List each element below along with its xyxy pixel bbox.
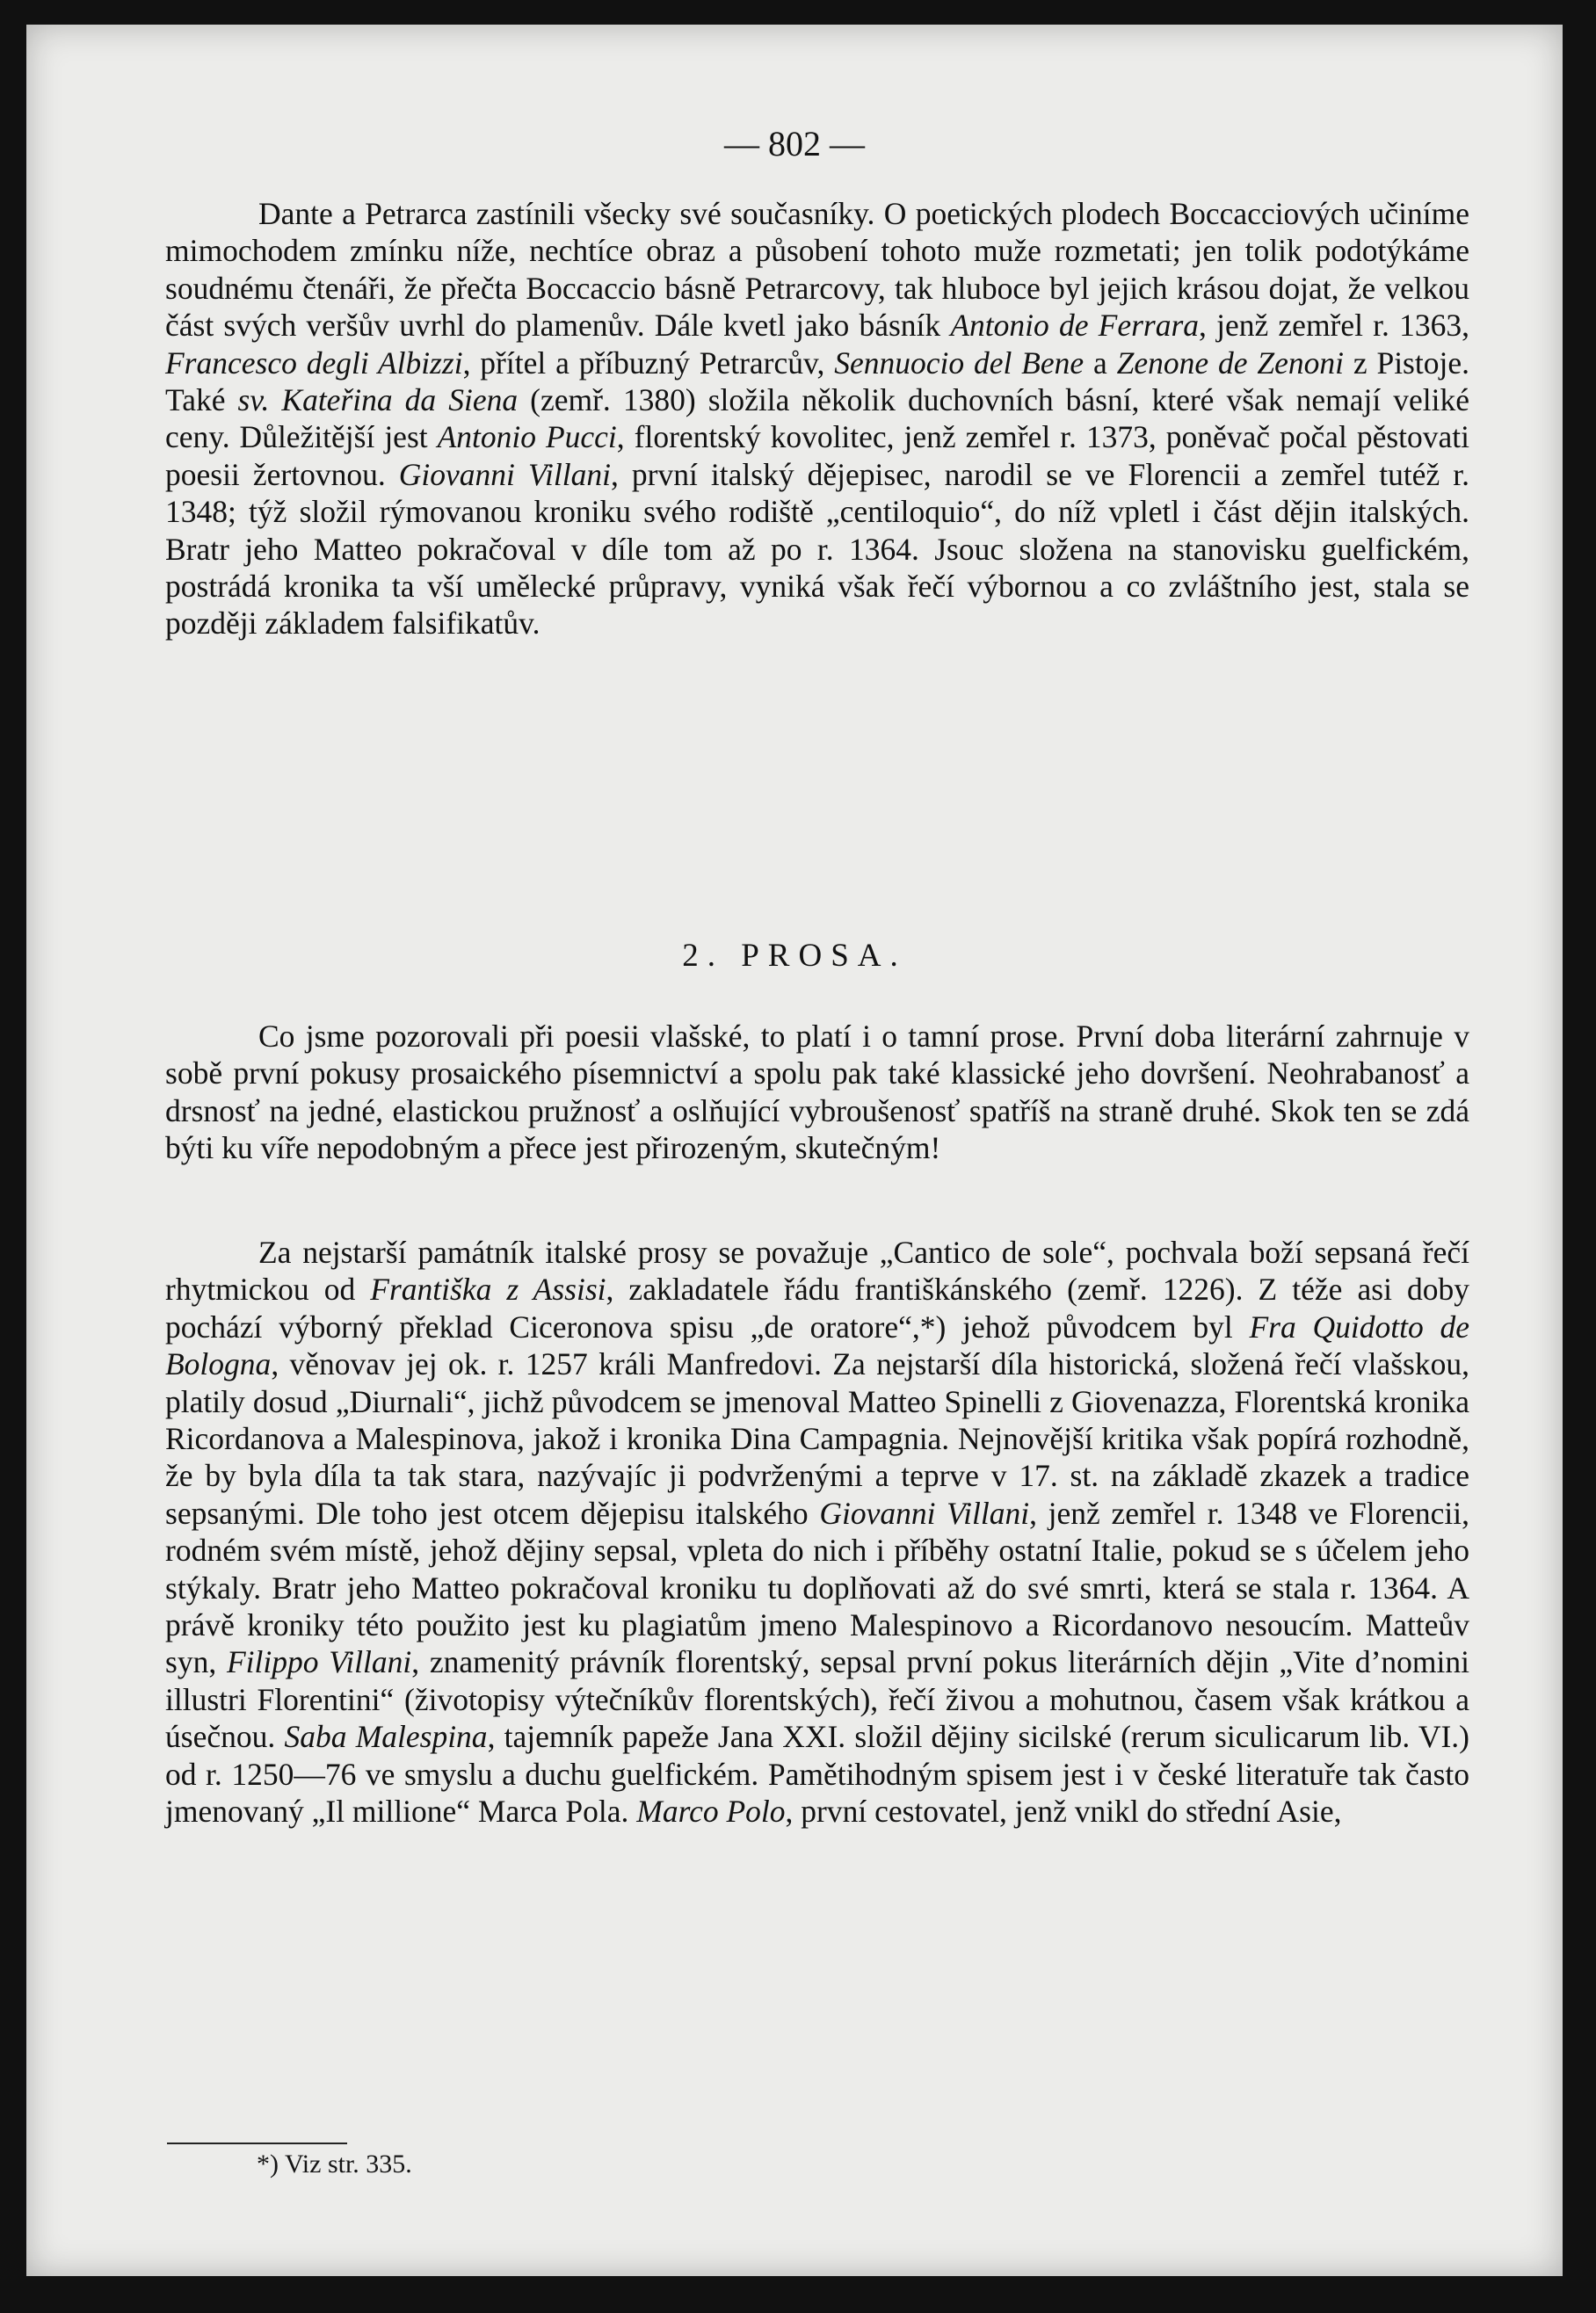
name-filippo-villani: Filippo Villani: [226, 1644, 412, 1680]
name-antonio-pucci: Antonio Pucci: [437, 419, 617, 455]
book-page: [26, 25, 1563, 2276]
name-francesco-degli-albizzi: Francesco degli Albizzi: [165, 344, 463, 381]
page-number: — 802 —: [724, 124, 865, 163]
section-heading: 2. PROSA.: [682, 938, 907, 974]
name-fra-quidotto: Fra Quidotto de Bologna: [165, 1309, 1470, 1382]
name-sennuocio-del-bene: Sennuocio del Bene: [834, 344, 1085, 381]
name-katerina-da-siena: sv. Kateřina da Siena: [237, 382, 519, 418]
name-giovanni-villani: Giovanni Villani: [398, 456, 611, 492]
name-frantisek-z-assisi: Františka z Assisi: [370, 1272, 606, 1308]
name-saba-malespina: Saba Malespina: [284, 1719, 488, 1755]
name-antonio-de-ferrara: Antonio de Ferrara: [950, 308, 1200, 344]
paragraph-poetry-contemporaries: Dante a Petrarca zastínili všecky své současníky. O poetických plodech Boccacciových učiníme mimochodem zmínku níže, nechtíce obraz a působení tohoto muže rozmetati; jen tolik podotýkáme soudnému čtenáři, že přečta Boccaccio básně Petrarcovy, tak hluboce byl jejich krásou dojat, že velkou část svých veršův uvrhl do plamenův. Dále kvetl jako básník Antonio de Ferrara, jenž zemřel r. 1363, Francesco degli Albizzi, přítel a příbuzný Petrarcův, Sennuocio del Bene a Zenone de Zenoni z Pistoje. Také sv. Kateřina da Siena (zemř. 1380) složila několik duchovních básní, které však nemají veliké ceny. Důležitější jest Antonio Pucci, florentský kovolitec, jenž zemřel r. 1373, poněvač počal pěstovati poesii žertovnou. Giovanni Villani, první italský dějepisec, narodil se ve Florencii a zemřel tutéž r. 1348; týž složil rýmovanou kroniku svého rodiště „centiloquio“, do níž vpletl i část dějin italských. Bratr jeho Matteo pokračoval v díle tom až po r. 1364. Jsouc složena na stanovisku guelfickém, postrádá kronika ta vší umělecké průpravy, vyniká však řečí výbornou a co zvláštního jest, stala se později základem falsifikatův.: [165, 196, 1470, 642]
name-zenone-de-zenoni: Zenone de Zenoni: [1116, 344, 1344, 381]
name-giovanni-villani-2: Giovanni Villani: [819, 1495, 1030, 1531]
paragraph-prose-intro: Co jsme pozorovali při poesii vlašské, to platí i o tamní prose. První doba literární zahrnuje v sobě první pokusy prosaického písemnictví a spolu pak také klassické jeho dovršení. Neohrabanosť a drsnosť na jedné, elastickou pružnosť a oslňující vybroušenosť spatříš na straně druhé. Skok ten se zdá býti ku víře nepodobným a přece jest přirozeným, skutečným!: [165, 1019, 1469, 1166]
footnote: *) Viz str. 335.: [257, 2150, 412, 2179]
footnote-rule: [167, 2143, 347, 2144]
paragraph-oldest-prose: Za nejstarší památník italské prosy se považuje „Cantico de sole“, pochvala boží sepsaná řečí rhytmickou od Františka z Assisi, zakladatele řádu františkánského (zemř. 1226). Z téže asi doby pochází výborný překlad Ciceronova spisu „de oratore“,*) jehož původcem byl Fra Quidotto de Bologna, věnovav jej ok. r. 1257 králi Manfredovi. Za nejstarší díla historická, složená řečí vlašskou, platily dosud „Diurnali“, jichž původcem se jmenoval Matteo Spinelli z Giovenazza, Florentská kronika Ricordanova a Malespinova, jakož i kronika Dina Campagnia. Nejnovější kritika však popírá rozhodně, že by byla díla ta tak stara, nazývajíc ji podvrženými a teprve v 17. st. na základě zkazek a tradice sepsanými. Dle toho jest otcem dějepisu italského Giovanni Villani, jenž zemřel r. 1348 ve Florencii, rodném svém místě, jehož dějiny sepsal, vpleta do nich i příběhy ostatní Italie, pokud se s účelem jeho stýkaly. Bratr jeho Matteo pokračoval kroniku tu doplňovati až do své smrti, která se stala r. 1364. A právě kroniky této použito jest ku plagiatům jmeno Malespinovo a Ricordanovo nesoucím. Matteův syn, Filippo Villani, znamenitý právník florentský, sepsal první pokus literárních dějin „Vite d’nomini illustri Florentini“ (životopisy výtečníkův florentských), řečí živou a mohutnou, časem však krátkou a úsečnou. Saba Malespina, tajemník papeže Jana XXI. složil dějiny sicilské (rerum siculicarum lib. VI.) od r. 1250—76 ve smyslu a duchu guelfickém. Pamětihodným spisem jest i v české literatuře tak často jmenovaný „Il millione“ Marca Pola. Marco Polo, první cestovatel, jenž vnikl do střední Asie,: [165, 1235, 1470, 1830]
name-marco-polo: Marco Polo: [636, 1794, 786, 1830]
